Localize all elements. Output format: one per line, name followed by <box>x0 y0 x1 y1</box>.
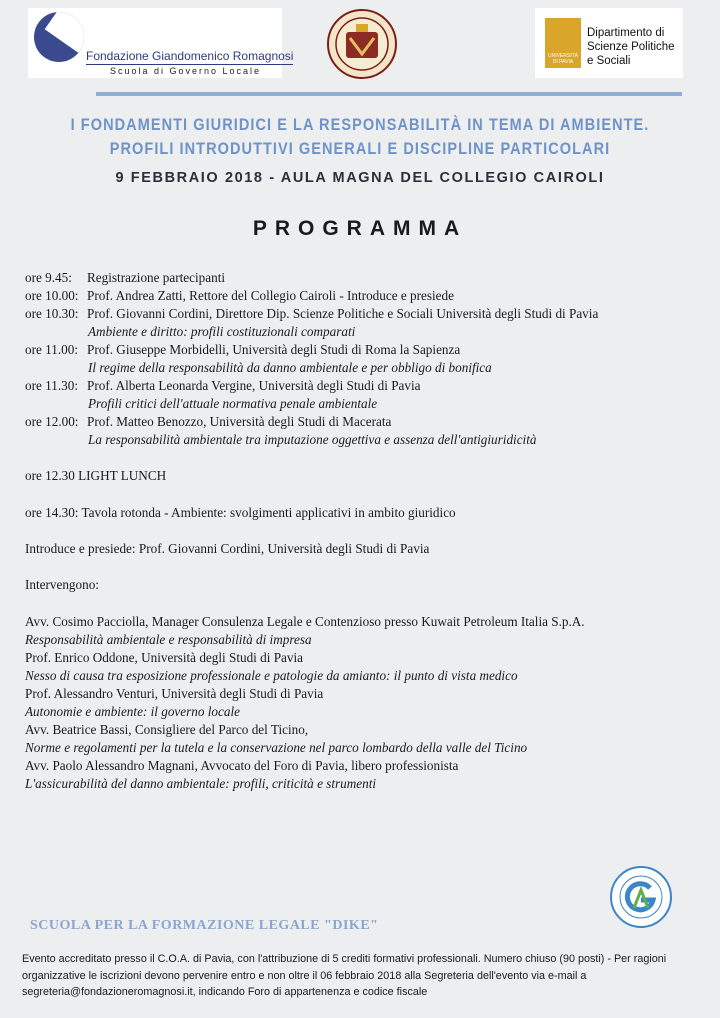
lunch-item: ore 12.30 LIGHT LUNCH <box>25 468 167 483</box>
header-rule <box>96 92 682 96</box>
program-item: ore 12.00: Prof. Matteo Benozzo, Università degli Studi di Macerata <box>25 414 392 429</box>
talk-title: Profili critici dell'attuale normativa penale ambientale <box>88 396 378 411</box>
programma-heading: PROGRAMMA <box>252 217 468 240</box>
speaker-name: Prof. Enrico Oddone, Università degli Studi di Pavia <box>25 650 303 665</box>
department-name: Dipartimento di Scienze Politiche e Sociali <box>587 27 675 67</box>
program-item: ore 9.45: Registrazione partecipanti <box>25 270 226 285</box>
talk-title: Il regime della responsabilità da danno ambientale e per obbligo di bonifica <box>88 360 492 375</box>
round-table-item: ore 14.30: Tavola rotonda - Ambiente: svolgimenti applicativi in ambito giuridico <box>25 505 456 520</box>
talk-title: Ambiente e diritto: profili costituzionali comparati <box>88 324 356 339</box>
footer-notice: Evento accreditato presso il C.O.A. di Pavia, con l'attribuzione di 5 crediti formativi professionali. Numero chiuso (90 posti) - Per ragioni organizzative le iscrizioni devono pervenire entro e non oltre il 06 febbraio 2018 alla Segreteria dell'evento via e-mail a segreteria@fondazioneromagnosi.it, indicando Foro di appartenenza e codice fiscale <box>22 953 667 998</box>
speakers-label: Intervengono: <box>25 577 99 592</box>
program-item: ore 11.00: Prof. Giuseppe Morbidelli, Università degli Studi di Roma la Sapienza <box>25 342 461 357</box>
speaker-talk: Norme e regolamenti per la tutela e la conservazione nel parco lombardo della valle del Ticino <box>25 740 528 755</box>
event-title-line-1: I FONDAMENTI GIURIDICI E LA RESPONSABILITÀ IN TEMA DI AMBIENTE. <box>70 116 650 134</box>
speaker-talk: L'assicurabilità del danno ambientale: profili, criticità e strumenti <box>25 776 377 791</box>
speaker-talk: Responsabilità ambientale e responsabilità di impresa <box>25 632 312 647</box>
speaker-talk: Nesso di causa tra esposizione professionale e patologie da amianto: il punto di vista medico <box>25 668 518 683</box>
talk-title: La responsabilità ambientale tra imputazione oggettiva e assenza dell'antigiuridicità <box>88 432 537 447</box>
unipv-emblem-icon: UNIVERSITÀ DI PAVIA <box>545 18 581 68</box>
speaker-name: Prof. Alessandro Venturi, Università degli Studi di Pavia <box>25 686 324 701</box>
event-date-venue: 9 FEBBRAIO 2018 - AULA MAGNA DEL COLLEGIO CAIROLI <box>115 170 605 186</box>
romagnosi-emblem-icon <box>34 12 84 62</box>
romagnosi-name: Fondazione Giandomenico Romagnosi <box>86 49 294 63</box>
club-giuristi-logo-icon <box>610 866 672 928</box>
collegio-seal-icon <box>326 8 398 80</box>
program-item: ore 11.30: Prof. Alberta Leonarda Vergine, Università degli Studi di Pavia <box>25 378 421 393</box>
fondazione-romagnosi-logo <box>28 8 294 78</box>
school-name: SCUOLA PER LA FORMAZIONE LEGALE "DIKE" <box>30 918 379 933</box>
event-title-line-2: PROFILI INTRODUTTIVI GENERALI E DISCIPLINE PARTICOLARI <box>109 140 611 158</box>
chair-item: Introduce e presiede: Prof. Giovanni Cordini, Università degli Studi di Pavia <box>25 541 430 556</box>
speaker-name: Avv. Cosimo Pacciolla, Manager Consulenza Legale e Contenzioso presso Kuwait Petroleum Italia S.p.A. <box>25 614 585 629</box>
universita-pavia-logo <box>535 8 683 78</box>
program-item: ore 10.30: Prof. Giovanni Cordini, Direttore Dip. Scienze Politiche e Sociali Università degli Studi di Pavia <box>25 306 599 321</box>
romagnosi-subtitle: Scuola di Governo Locale <box>110 66 262 76</box>
speaker-name: Avv. Paolo Alessandro Magnani, Avvocato del Foro di Pavia, libero professionista <box>25 758 459 773</box>
speaker-talk: Autonomie e ambiente: il governo locale <box>25 704 240 719</box>
program-item: ore 10.00: Prof. Andrea Zatti, Rettore del Collegio Cairoli - Introduce e presiede <box>25 288 454 303</box>
speaker-name: Avv. Beatrice Bassi, Consigliere del Parco del Ticino, <box>25 722 309 737</box>
